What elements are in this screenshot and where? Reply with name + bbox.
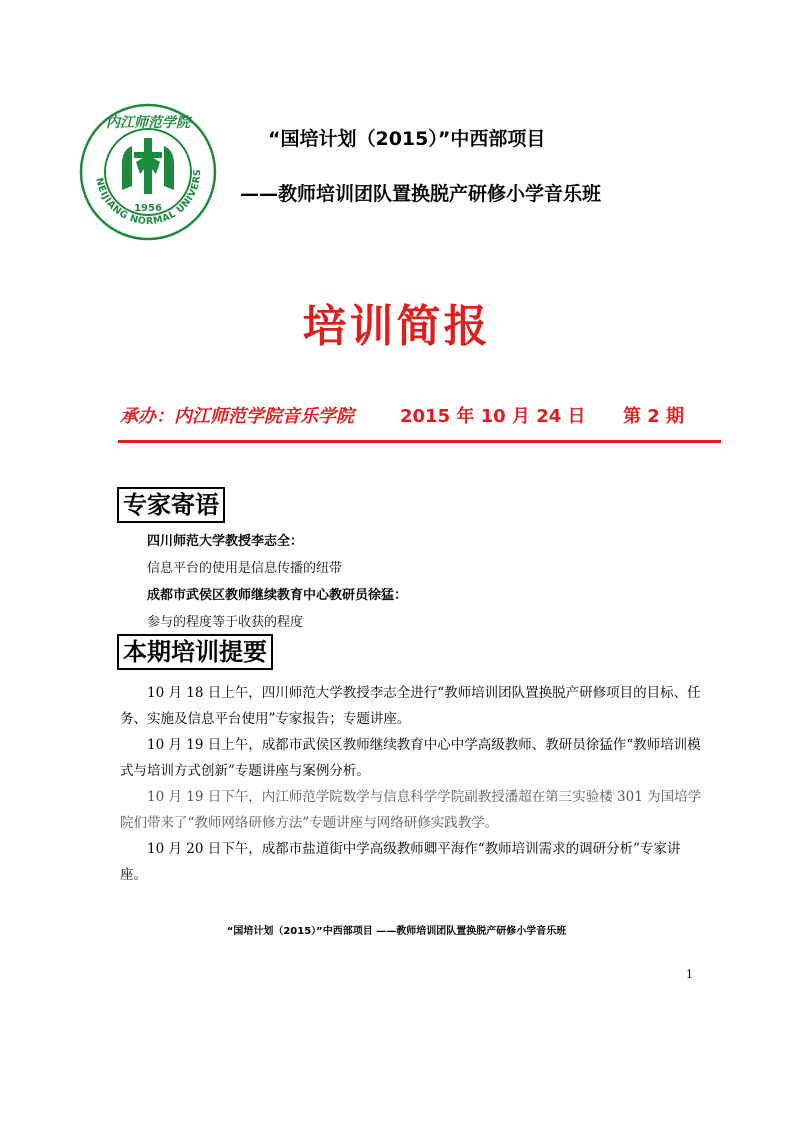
logo-emblem-icon [122,138,174,194]
issue-number: 第 2 期 [623,406,685,427]
project-title: “国培计划（2015）”中西部项目 [268,128,546,150]
expert-quote: 参与的程度等于收获的程度 [147,615,304,630]
summary-paragraph: 10 月 20 日下午，成都市盐道街中学高级教师卿平海作“教师培训需求的调研分析”专家讲座。 [120,841,681,883]
issue-date: 2015 年 10 月 24 日 [400,406,586,427]
class-subtitle: ——教师培训团队置换脱产研修小学音乐班 [240,183,602,205]
header-divider [118,440,721,443]
page-number: 1 [686,968,693,981]
experts-section-heading: 专家寄语 [117,487,225,523]
summary-section-heading: 本期培训提要 [117,634,273,670]
svg-text:NEIJIANG NORMAL UNIVERSITY: NEIJIANG NORMAL UNIVERS [93,168,204,228]
expert-quote: 信息平台的使用是信息传播的纽带 [147,561,343,576]
logo-chinese-text: 内江师范学院 [106,115,190,131]
page-footer: “国培计划（2015）”中西部项目 ——教师培训团队置换脱产研修小学音乐班 [226,926,567,937]
bulletin-title: 培训简报 [302,301,491,352]
host-organization: 承办：内江师范学院音乐学院 [120,406,354,427]
expert-name: 成都市武侯区教师继续教育中心教研员徐猛： [147,588,408,603]
expert-name: 四川师范大学教授李志全： [147,534,304,549]
info-line [120,402,740,432]
svg-text:1956: 1956 [134,203,162,214]
summary-paragraph: 10 月 19 日下午，内江师范学院数学与信息科学学院副教授潘超在第三实验楼 301 为国培学院们带来了“教师网络研修方法”专题讲座与网络研修实践教学。 [120,789,702,831]
summary-paragraph: 10 月 19 日上午，成都市武侯区教师继续教育中心中学高级教师、教研员徐猛作“教师培训模式与培训方式创新”专题讲座与案例分析。 [120,737,701,779]
university-logo [78,102,218,242]
summary-paragraph: 10 月 18 日上午，四川师范大学教授李志全进行“教师培训团队置换脱产研修项目的目标、任务、实施及信息平台使用”专家报告；专题讲座。 [120,685,701,727]
